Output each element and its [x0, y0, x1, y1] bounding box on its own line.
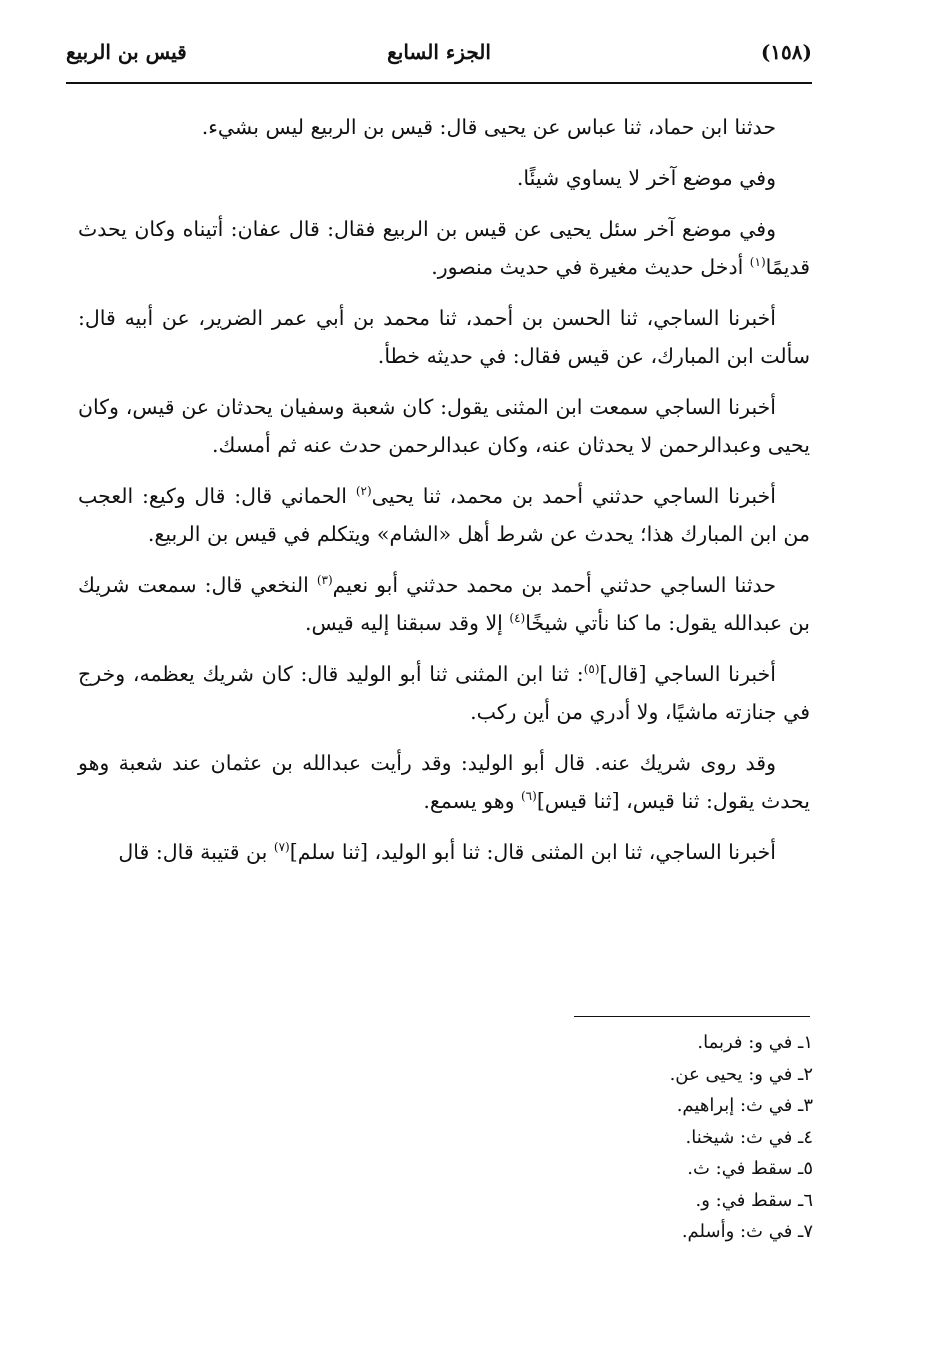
- paragraph: [78, 388, 810, 464]
- main-text: [78, 108, 810, 884]
- paragraph-text: أخبرنا الساجي سمعت ابن المثنى يقول: كان شعبة وسفيان يحدثان عن قيس، وكان يحيى وعبدالرحمن لا يحدثان عنه، وكان عبدالرحمن حدث عنه ثم أمسك.: [78, 395, 810, 457]
- paragraph: [78, 299, 810, 375]
- paragraph: [78, 833, 810, 871]
- paragraph-text: وفي موضع آخر سئل يحيى عن قيس بن الربيع فقال: قال عفان: أتيناه وكان يحدث قديمًا: [78, 217, 810, 279]
- footnote-ref[interactable]: (٣): [316, 573, 333, 588]
- part-title: الجزء السابع: [387, 40, 491, 64]
- running-header: [66, 38, 812, 84]
- paragraph: [78, 108, 810, 146]
- footnote-ref[interactable]: (٧): [273, 840, 290, 855]
- paragraph: [78, 655, 810, 731]
- footnote-separator: [574, 1016, 810, 1017]
- paragraph-text: أدخل حديث مغيرة في حديث منصور.: [431, 255, 750, 279]
- footnote-ref[interactable]: (٥): [583, 662, 600, 677]
- paragraph-text: : ثنا ابن المثنى ثنا أبو الوليد قال: كان شريك يعظمه، وخرج في جنازته ماشيًا، ولا أدري من أين ركب.: [78, 662, 810, 724]
- paragraph-text: حدثنا ابن حماد، ثنا عباس عن يحيى قال: قيس بن الربيع ليس بشيء.: [201, 115, 776, 139]
- footnote-item: ٤ـ في ث: شيخنا.: [685, 1126, 813, 1148]
- paragraph: [78, 566, 810, 642]
- paragraph-text: إلا وقد سبقنا إليه قيس.: [305, 611, 510, 635]
- paragraph-text: حدثنا الساجي حدثني أحمد بن محمد حدثني أبو نعيم: [332, 573, 776, 597]
- paragraph: [78, 210, 810, 286]
- footnotes-list: [453, 1027, 813, 1248]
- footnote-item: ٥ـ سقط في: ث.: [687, 1158, 813, 1179]
- paragraph-text: أخبرنا الساجي، ثنا الحسن بن أحمد، ثنا محمد بن أبي عمر الضرير، عن أبيه قال: سألت ابن المبارك، عن قيس فقال: في حديثه خطأ.: [78, 306, 810, 368]
- section-title: قيس بن الربيع: [66, 40, 187, 64]
- paragraph-text: وهو يسمع.: [423, 789, 521, 813]
- paragraph: [78, 744, 810, 820]
- paragraph-text: وقد روى شريك عنه. قال أبو الوليد: وقد رأيت عبدالله بن عثمان عند شعبة وهو يحدث يقول: ثنا قيس، [ثنا قيس]: [78, 751, 810, 813]
- paragraph-text: النخعي قال: سمعت شريك بن عبدالله يقول: ما كنا نأتي شيخًا: [78, 573, 810, 635]
- footnote-ref[interactable]: (١): [749, 255, 766, 270]
- paragraph-text: أخبرنا الساجي، ثنا ابن المثنى قال: ثنا أبو الوليد، [ثنا سلم]: [289, 840, 776, 864]
- paragraph: [78, 477, 810, 553]
- footnote-item: ١ـ في و: فربما.: [697, 1032, 813, 1053]
- footnote-item: ٧ـ في ث: وأسلم.: [681, 1221, 813, 1242]
- paragraph-text: الحماني قال: قال وكيع: العجب من ابن المبارك هذا؛ يحدث عن شرط أهل «الشام» ويتكلم في قيس بن الربيع.: [78, 484, 810, 546]
- footnote-item: ٦ـ سقط في: و.: [695, 1189, 813, 1211]
- page-number: (١٥٨): [760, 40, 812, 64]
- paragraph-text: بن قتيبة قال: قال: [118, 840, 274, 864]
- paragraph-text: أخبرنا الساجي [قال]: [599, 662, 776, 686]
- paragraph: [78, 159, 810, 197]
- paragraph-text: أخبرنا الساجي حدثني أحمد بن محمد، ثنا يحيى: [371, 484, 776, 508]
- footnote-ref[interactable]: (٦): [520, 789, 537, 804]
- footnote-ref[interactable]: (٤): [509, 611, 526, 626]
- paragraph-text: وفي موضع آخر لا يساوي شيئًا.: [516, 166, 776, 190]
- footnote-ref[interactable]: (٢): [355, 484, 372, 499]
- footnote-item: ٣ـ في ث: إبراهيم.: [676, 1095, 813, 1116]
- header-rule: [66, 82, 812, 84]
- footnote-item: ٢ـ في و: يحيى عن.: [669, 1063, 813, 1085]
